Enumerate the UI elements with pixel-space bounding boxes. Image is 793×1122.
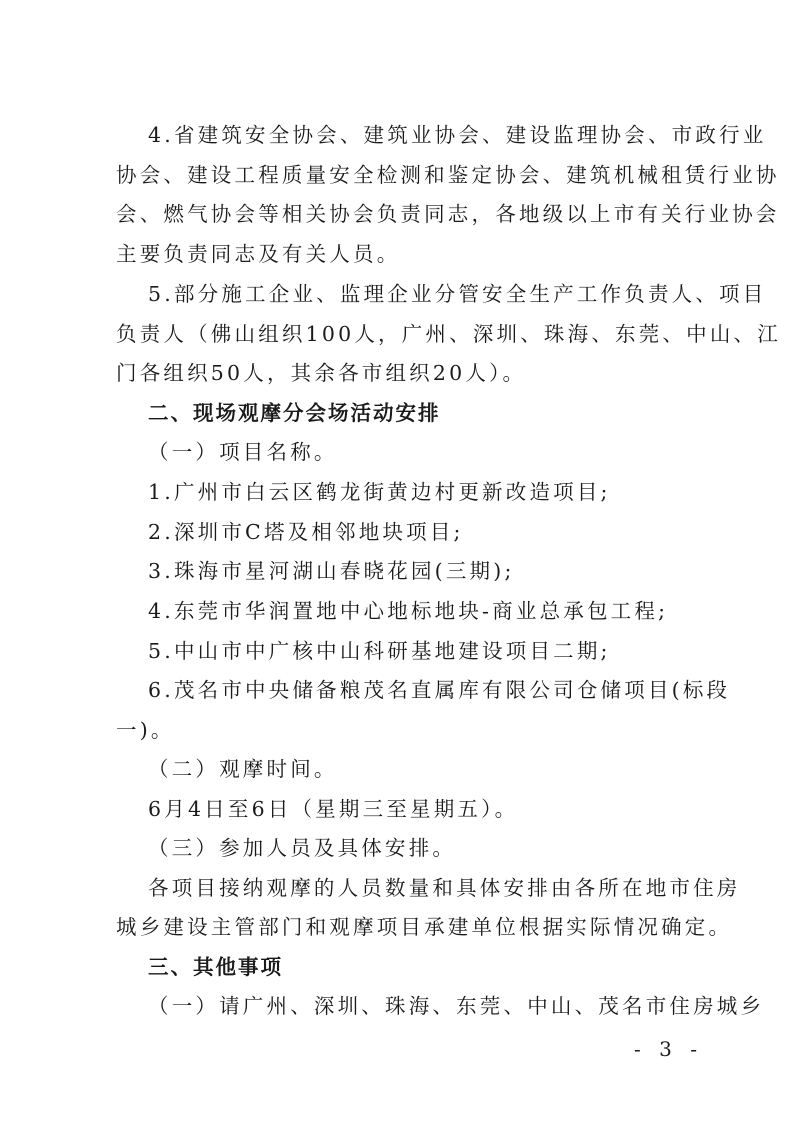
subsection-heading: （三）参加人员及具体安排。 [148,836,457,860]
paragraph-line: 协会、建设工程质量安全检测和鉴定协会、建筑机械租赁行业协 [116,163,780,187]
list-item: 一)。 [116,718,175,742]
list-item: 2.深圳市C塔及相邻地块项目; [148,520,464,544]
paragraph-line: 各项目接纳观摩的人员数量和具体安排由各所在地市住房 [148,876,741,900]
section-heading: 三、其他事项 [148,955,283,979]
paragraph-line: 5.部分施工企业、监理企业分管安全生产工作负责人、项目 [148,282,767,306]
list-item: 5.中山市中广核中山科研基地建设项目二期; [148,639,611,663]
paragraph-line: 门各组织50人，其余各市组织20人）。 [116,361,527,385]
list-item: 4.东莞市华润置地中心地标地块-商业总承包工程; [148,599,669,623]
paragraph-line: 负责人（佛山组织100人，广州、深圳、珠海、东莞、中山、江 [116,322,781,346]
paragraph-line: （一）请广州、深圳、珠海、东莞、中山、茂名市住房城乡 [148,994,765,1018]
paragraph-line: 4.省建筑安全协会、建筑业协会、建设监理协会、市政行业 [148,123,767,147]
section-heading: 二、现场观摩分会场活动安排 [148,401,441,425]
list-item: 3.珠海市星河湖山春晓花园(三期); [148,559,515,583]
subsection-heading: （二）观摩时间。 [148,757,338,781]
subsection-heading: （一）项目名称。 [148,440,338,464]
paragraph-line: 主要负责同志及有关人员。 [116,242,401,266]
paragraph-line: 6月4日至6日（星期三至星期五）。 [148,797,519,821]
page-number: - 3 - [634,1037,703,1061]
paragraph-line: 城乡建设主管部门和观摩项目承建单位根据实际情况确定。 [116,915,733,939]
paragraph-line: 会、燃气协会等相关协会负责同志，各地级以上市有关行业协会 [116,202,780,226]
list-item: 1.广州市白云区鹤龙街黄边村更新改造项目; [148,480,611,504]
list-item: 6.茂名市中央储备粮茂名直属库有限公司仓储项目(标段 [148,678,731,702]
